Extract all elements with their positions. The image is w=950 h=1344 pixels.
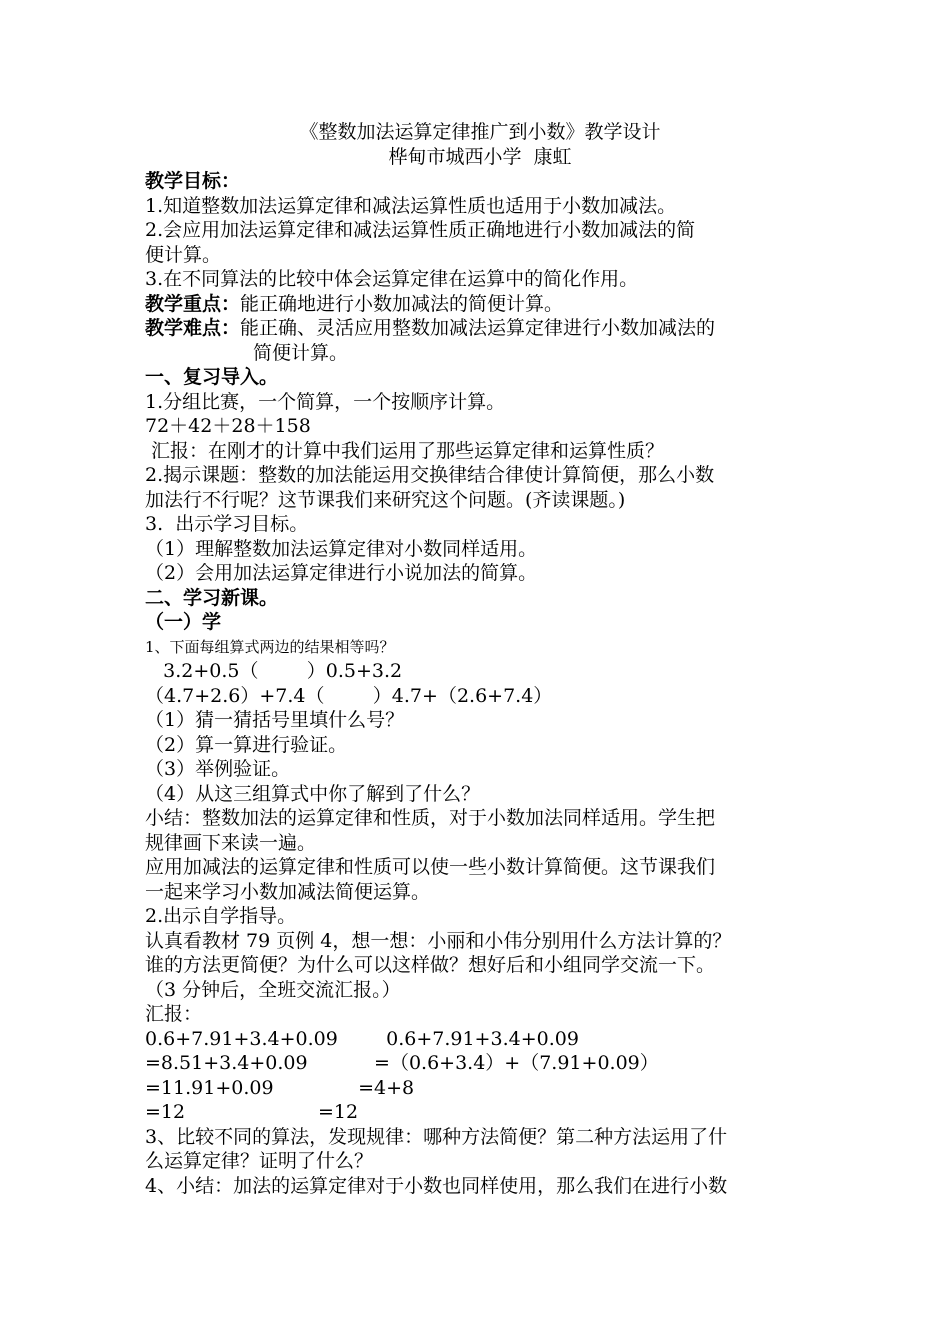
section2-line: 3、比较不同的算法，发现规律：哪种方法简便？第二种方法运用了什 <box>145 1125 728 1148</box>
question1: 1、下面每组算式两边的结果相等吗？ <box>145 637 395 656</box>
section2-heading: 二、学习新课。 <box>145 586 279 609</box>
section2-line: （4.7+2.6）+7.4（ ）4.7+（2.6+7.4） <box>145 684 553 707</box>
calculation-line: =11.91+0.09 =4+8 <box>145 1076 415 1099</box>
section2-line: （4）从这三组算式中你了解到了什么？ <box>145 782 481 805</box>
document-page <box>145 120 815 1198</box>
section1-heading: 一、复习导入。 <box>145 366 279 388</box>
section2-line: 一起来学习小数加减法简便运算。 <box>145 880 431 903</box>
key-point-text: 能正确地进行小数加减法的简便计算。 <box>240 292 564 315</box>
section2-line: 应用加减法的运算定律和性质可以使一些小数计算简便。这节课我们 <box>145 856 716 878</box>
section2-line: 认真看教材 79 页例 4，想一想：小丽和小伟分别用什么方法计算的？ <box>145 929 732 952</box>
section2-line: 汇报： <box>145 1003 203 1025</box>
calculation-line: 0.6+7.91+3.4+0.09 0.6+7.91+3.4+0.09 <box>145 1027 579 1050</box>
section2-line: （1）猜一猜括号里填什么号？ <box>145 709 405 731</box>
objective-line: 3.在不同算法的比较中体会运算定律在运算中的简化作用。 <box>145 268 639 290</box>
key-point <box>145 292 815 317</box>
section2-line: 规律画下来读一遍。 <box>145 831 317 854</box>
section1-line: 1.分组比赛，一个简算，一个按顺序计算。 <box>145 390 506 413</box>
section1-line: （1）理解整数加法运算定律对小数同样适用。 <box>145 537 538 560</box>
objective-line: 1.知道整数加法运算定律和减法运算性质也适用于小数加减法。 <box>145 194 677 217</box>
section2-line: 4、小结：加法的运算定律对于小数也同样使用，那么我们在进行小数 <box>145 1174 728 1197</box>
objective-line: 便计算。 <box>145 243 222 266</box>
document-author: 桦甸市城西小学 康虹 <box>388 145 572 168</box>
objectives-heading: 教学目标： <box>145 170 241 192</box>
section1-line: 2.揭示课题：整数的加法能运用交换律结合律使计算简便，那么小数 <box>145 464 715 486</box>
section1-line: 汇报：在刚才的计算中我们运用了那些运算定律和运算性质？ <box>145 439 665 462</box>
calculation-line: =8.51+3.4+0.09 =（0.6+3.4）+（7.91+0.09） <box>145 1052 659 1074</box>
key-point-label: 教学重点： <box>145 292 241 315</box>
difficulty-label: 教学难点： <box>145 317 241 339</box>
section2-line: 2.出示自学指导。 <box>145 905 297 927</box>
section2-line: （3 分钟后，全班交流汇报。） <box>145 978 401 1001</box>
section2-line: 谁的方法更简便？为什么可以这样做？想好后和小组同学交流一下。 <box>145 954 716 976</box>
section1-line: （2）会用加法运算定律进行小说加法的简算。 <box>145 562 538 584</box>
difficulty-text-continued: 简便计算。 <box>253 341 349 364</box>
section1-line: 72＋42＋28＋158 <box>145 415 311 437</box>
section1-line: 加法行不行呢？这节课我们来研究这个问题。(齐读课题。) <box>145 488 626 511</box>
document-title: 《整数加法运算定律推广到小数》教学设计 <box>299 121 661 143</box>
section2-line: 3.2+0.5（ ）0.5+3.2 <box>145 660 403 682</box>
section2-line: （2）算一算进行验证。 <box>145 733 348 756</box>
calculation-line: =12 =12 <box>145 1101 359 1123</box>
section2-line: 小结：整数加法的运算定律和性质，对于小数加法同样适用。学生把 <box>145 807 716 829</box>
difficulty <box>145 316 815 341</box>
section1-line: 3. 出示学习目标。 <box>145 513 309 535</box>
subsection-heading: （一）学 <box>145 611 222 633</box>
section2-line: （3）举例验证。 <box>145 758 291 780</box>
section2-line: 么运算定律？证明了什么？ <box>145 1150 374 1172</box>
difficulty-text: 能正确、灵活应用整数加减法运算定律进行小数加减法的 <box>240 317 716 339</box>
objective-line: 2.会应用加法运算定律和减法运算性质正确地进行小数加减法的简 <box>145 219 696 241</box>
